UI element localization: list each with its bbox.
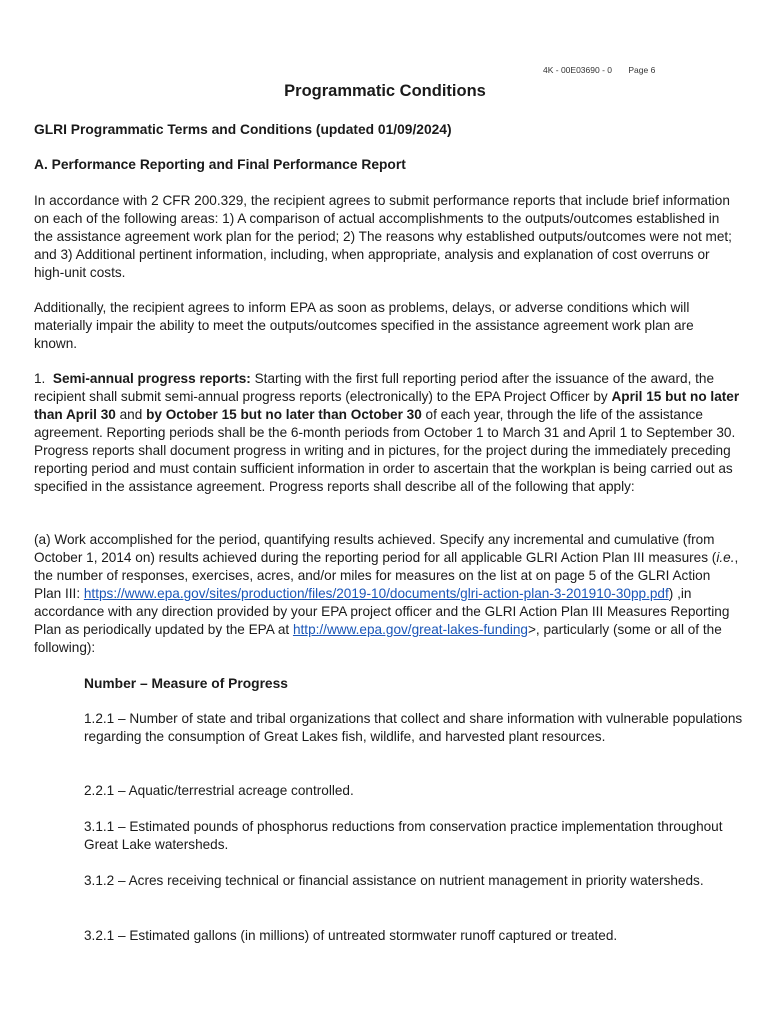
item-text: >, particularly (some or all of the following): [34, 622, 722, 655]
item-text: , the number of responses, exercises, acres, and/or miles for measures on the list at on page 5 of the GLRI Action Plan III: [34, 550, 739, 601]
item-text: (a) Work accomplished for the period, quantifying results achieved. Specify any incremental and cumulative (from October 1, 2014 on) results achieved during the reporting period for all applicable GLRI Action Plan III measures ( [34, 532, 717, 565]
item-number: 1. [34, 371, 46, 386]
semi-annual-reports-paragraph [34, 370, 740, 496]
section-a-paragraph-1: In accordance with 2 CFR 200.329, the recipient agrees to submit performance reports that include brief information on each of the following areas: 1) A comparison of actual accomplishments to the outputs/outcomes established in the assistance agreement work plan for the period; 2) The reasons why established outputs/outcomes were not met; and 3) Additional pertinent information, including, when appropriate, analysis and explanation of cost overruns or high-unit costs. [34, 193, 732, 280]
measure-item: 2.2.1 – Aquatic/terrestrial acreage controlled. [84, 783, 354, 798]
page-title: Programmatic Conditions [284, 82, 486, 100]
page-number: Page 6 [628, 65, 656, 75]
action-plan-link[interactable]: https://www.epa.gov/sites/production/files/2019-10/documents/glri-action-plan-3-201910-30pp.pdf [83, 586, 669, 601]
terms-subtitle: GLRI Programmatic Terms and Conditions (updated 01/09/2024) [34, 122, 452, 137]
measure-item: 3.1.1 – Estimated pounds of phosphorus reductions from conservation practice implementation throughout Great Lake watersheds. [84, 819, 723, 852]
section-a-paragraph-2: Additionally, the recipient agrees to inform EPA as soon as problems, delays, or adverse conditions which will materially impair the ability to meet the outputs/outcomes specified in the assistance agreement work plan are known. [34, 300, 694, 351]
item-label: Semi-annual progress reports: [52, 371, 251, 386]
section-a-heading: A. Performance Reporting and Final Performance Report [34, 157, 406, 172]
item-text: ) ,in accordance with any direction provided by your EPA project officer and the GLRI Action Plan III Measures Reporting Plan as periodically updated by the EPA at [34, 586, 730, 637]
measures-heading: Number – Measure of Progress [84, 676, 288, 691]
item-text: Starting with the first full reporting period after the issuance of the award, the recipient shall submit semi-annual progress reports (electronically) to the EPA Project Officer by [34, 371, 715, 404]
measure-item: 3.2.1 – Estimated gallons (in millions) of untreated stormwater runoff captured or treated. [84, 928, 618, 943]
measure-item: 1.2.1 – Number of state and tribal organizations that collect and share information with vulnerable populations regarding the consumption of Great Lakes fish, wildlife, and harvested plant resources. [84, 711, 743, 744]
page-header [543, 65, 655, 75]
measure-item: 3.1.2 – Acres receiving technical or financial assistance on nutrient management in priority watersheds. [84, 873, 704, 888]
ie-italic: i.e. [716, 550, 735, 565]
work-accomplished-paragraph [34, 531, 740, 657]
deadline-april: April 15 but no later than April 30 [34, 389, 740, 422]
item-text: and [115, 407, 147, 422]
deadline-october: by October 15 but no later than October 30 [146, 407, 422, 422]
great-lakes-funding-link[interactable]: http://www.epa.gov/great-lakes-funding [292, 622, 528, 637]
document-id: 4K - 00E03690 - 0 [543, 65, 612, 75]
item-text: of each year, through the life of the assistance agreement. Reporting periods shall be the 6-month periods from October 1 to March 31 and April 1 to September 30. Progress reports shall document progress in writing and in pictures, for the project during the immediately preceding reporting period and must contain sufficient information in order to ascertain that the workplan is being carried out as specified in the assistance agreement. Progress reports shall describe all of the following that apply: [34, 407, 736, 494]
